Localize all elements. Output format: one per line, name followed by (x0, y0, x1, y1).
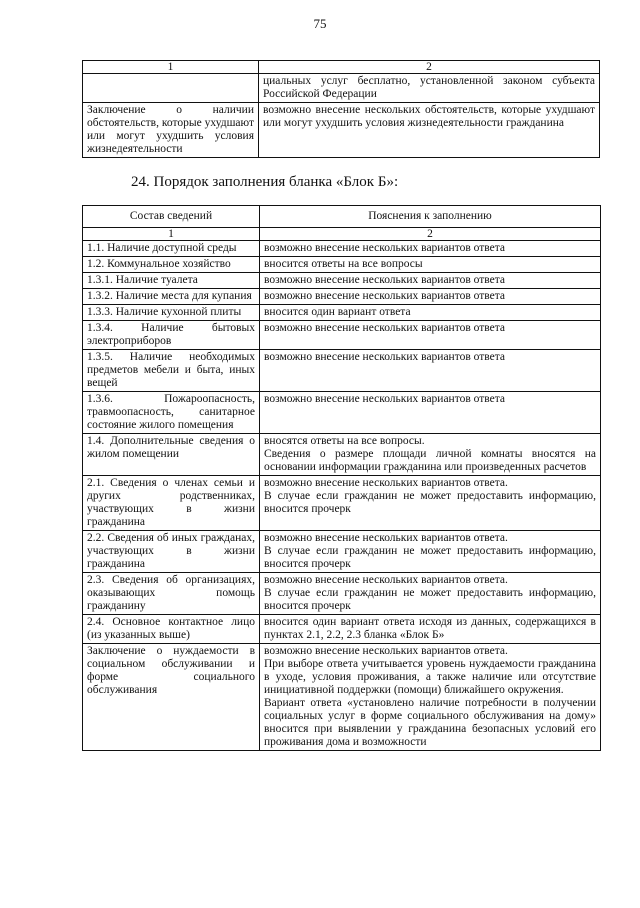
table-cell-right (260, 257, 601, 273)
table-cell-right: возможно внесение нескольких обстоятельств, которые ухудшают или могут ухудшить условия жизнедеятельности гражданина (259, 103, 600, 158)
table-cell-right: циальных услуг бесплатно, установленной законом субъекта Российской Федерации (259, 74, 600, 103)
table-cell-left: 1.2. Коммунальное хозяйство (83, 257, 260, 273)
table-cell-left: 1.3.6. Пожароопасность, травмоопасность, санитарное состояние жилого помещения (83, 392, 260, 434)
explanation-text: возможно внесение нескольких вариантов ответа (264, 322, 505, 334)
column-number-1: 1 (83, 228, 260, 241)
table-cell-right (260, 241, 601, 257)
column-number-2: 2 (259, 61, 600, 74)
explanation-text: возможно внесение нескольких вариантов ответа (264, 242, 505, 254)
table-cell-left: 1.3.5. Наличие необходимых предметов мебели и быта, иных вещей (83, 350, 260, 392)
table-row (83, 644, 601, 751)
table-cell-right (260, 476, 601, 531)
explanation-text: возможно внесение нескольких вариантов ответа. (264, 645, 508, 657)
explanation-text: Вариант ответа «установлено наличие потребности в получении социальных услуг в форме социального обслуживания на дому» вносится при выявлении у гражданина безопасных условий его проживания дома и возможности (264, 697, 596, 748)
table-cell-right (260, 289, 601, 305)
explanation-text: возможно внесение нескольких вариантов ответа. (264, 574, 508, 586)
page-number: 75 (313, 16, 327, 31)
table-cell-left: 1.4. Дополнительные сведения о жилом помещении (83, 434, 260, 476)
table-row (83, 273, 601, 289)
table-row (83, 321, 601, 350)
table-cell-right (260, 434, 601, 476)
explanation-text: возможно внесение нескольких вариантов ответа (264, 290, 505, 302)
table-row (83, 350, 601, 392)
table-cell-right (260, 531, 601, 573)
block-b-table (82, 205, 601, 751)
explanation-text: возможно внесение нескольких вариантов ответа (264, 274, 505, 286)
explanation-text: В случае если гражданин не может предоставить информацию, вносится прочерк (264, 490, 596, 515)
table-cell-left: 2.4. Основное контактное лицо (из указанных выше) (83, 615, 260, 644)
explanation-text: вносится один вариант ответа исходя из данных, содержащихся в пунктах 2.1, 2.2, 2.3 бланка «Блок Б» (264, 616, 596, 641)
table-row (83, 305, 601, 321)
table-row (83, 241, 601, 257)
table-cell-right (260, 321, 601, 350)
table-cell-left (83, 74, 259, 103)
table-row (83, 531, 601, 573)
table-row (83, 257, 601, 273)
table-row (83, 61, 600, 74)
explanation-text: В случае если гражданин не может предоставить информацию, вносится прочерк (264, 587, 596, 612)
explanation-text: В случае если гражданин не может предоставить информацию, вносится прочерк (264, 545, 596, 570)
section-title: 24. Порядок заполнения бланка «Блок Б»: (131, 174, 399, 190)
table-row (83, 74, 600, 103)
table-row (83, 289, 601, 305)
table-cell-left: 2.2. Сведения об иных гражданах, участвующих в жизни гражданина (83, 531, 260, 573)
explanation-text: возможно внесение нескольких вариантов ответа. (264, 532, 508, 544)
table-row (83, 476, 601, 531)
table-cell-left: 1.1. Наличие доступной среды (83, 241, 260, 257)
header-row (83, 206, 601, 228)
table-row (83, 434, 601, 476)
explanation-text: Сведения о размере площади личной комнаты вносятся на основании информации гражданина или произведенных расчетов (264, 448, 596, 473)
table-row (83, 573, 601, 615)
explanation-text: вносится один вариант ответа (264, 306, 411, 318)
table-cell-right (260, 305, 601, 321)
table-cell-left: 1.3.1. Наличие туалета (83, 273, 260, 289)
table-cell-left: 1.3.4. Наличие бытовых электроприборов (83, 321, 260, 350)
table-cell-left: 1.3.3. Наличие кухонной плиты (83, 305, 260, 321)
table-cell-left: Заключение о наличии обстоятельств, которые ухудшают или могут ухудшить условия жизнедеятельности (83, 103, 259, 158)
table-cell-right (260, 350, 601, 392)
table-cell-right (260, 644, 601, 751)
explanation-text: возможно внесение нескольких вариантов ответа (264, 393, 505, 405)
table-cell-right (260, 573, 601, 615)
column-number-2: 2 (260, 228, 601, 241)
continuation-table (82, 60, 600, 158)
explanation-text: вносится ответы на все вопросы (264, 258, 423, 270)
explanation-text: вносятся ответы на все вопросы. (264, 435, 425, 447)
column-number-1: 1 (83, 61, 259, 74)
table-cell-right (260, 273, 601, 289)
table-cell-right (260, 392, 601, 434)
table-row (83, 392, 601, 434)
table-cell-left: Заключение о нуждаемости в социальном обслуживании и форме социального обслуживания (83, 644, 260, 751)
table-cell-left: 1.3.2. Наличие места для купания (83, 289, 260, 305)
table-cell-right (260, 615, 601, 644)
table-row (83, 615, 601, 644)
explanation-text: При выборе ответа учитывается уровень нуждаемости гражданина в уходе, условия проживания, а также наличие или отсутствие инициативной поддержки (помощи) ближайшего окружения. (264, 658, 596, 696)
table-cell-left: 2.1. Сведения о членах семьи и других родственниках, участвующих в жизни гражданина (83, 476, 260, 531)
column-header-explanations: Пояснения к заполнению (260, 206, 601, 228)
table-cell-left: 2.3. Сведения об организациях, оказывающих помощь гражданину (83, 573, 260, 615)
explanation-text: возможно внесение нескольких вариантов ответа. (264, 477, 508, 489)
column-numbers-row (83, 228, 601, 241)
column-header-composition: Состав сведений (83, 206, 260, 228)
table-row (83, 103, 600, 158)
explanation-text: возможно внесение нескольких вариантов ответа (264, 351, 505, 363)
